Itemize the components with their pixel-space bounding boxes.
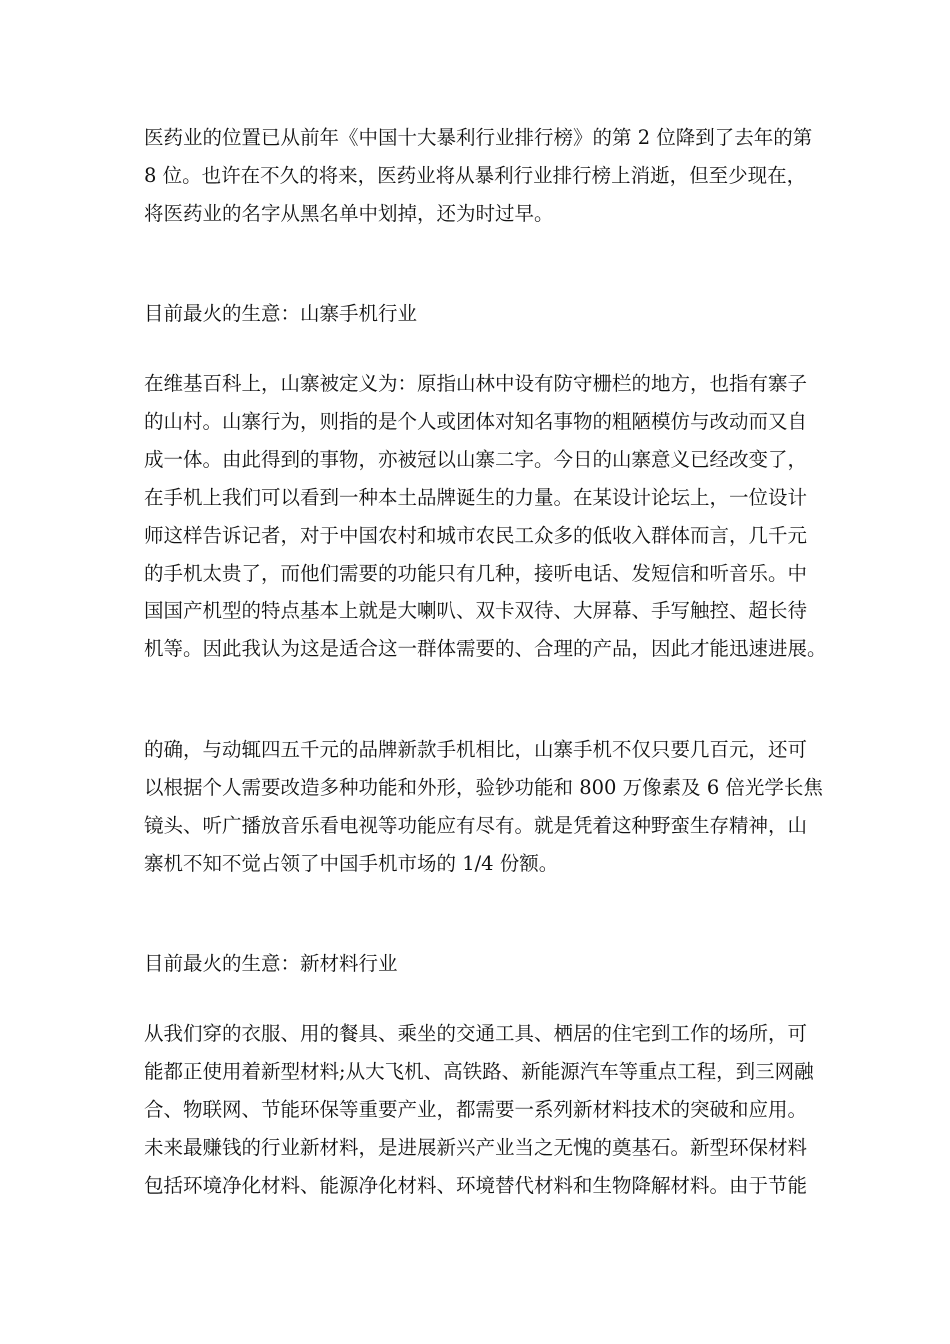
text-line: 从我们穿的衣服、用的餐具、乘坐的交通工具、栖居的住宅到工作的场所，可 (144, 1022, 808, 1045)
text-line: 在维基百科上，山寨被定义为：原指山林中设有防守栅栏的地方，也指有寨子 (144, 372, 808, 395)
section-heading: 目前最火的生意：山寨手机行业 (144, 302, 418, 325)
text-line: 未来最赚钱的行业新材料，是进展新兴产业当之无愧的奠基石。新型环保材料 (144, 1136, 808, 1159)
text-line: 的山村。山寨行为，则指的是个人或团体对知名事物的粗陋模仿与改动而又自 (144, 410, 808, 433)
section-heading: 目前最火的生意：新材料行业 (144, 952, 398, 975)
text-line: 合、物联网、节能环保等重要产业，都需要一系列新材料技术的突破和应用。 (144, 1098, 808, 1121)
text-line: 将医药业的名字从黑名单中划掉，还为时过早。 (144, 202, 554, 225)
text-line: 机等。因此我认为这是适合这一群体需要的、合理的产品，因此才能迅速进展。 (144, 637, 827, 660)
text-line: 以根据个人需要改造多种功能和外形，验钞功能和 800 万像素及 6 倍光学长焦 (144, 776, 823, 799)
text-line: 成一体。由此得到的事物，亦被冠以山寨二字。今日的山寨意义已经改变了， (144, 448, 808, 471)
text-line: 医药业的位置已从前年《中国十大暴利行业排行榜》的第 2 位降到了去年的第 (144, 126, 813, 149)
text-line: 镜头、听广播放音乐看电视等功能应有尽有。就是凭着这种野蛮生存精神，山 (144, 814, 808, 837)
text-line: 8 位。也许在不久的将来，医药业将从暴利行业排行榜上消逝，但至少现在， (144, 164, 807, 187)
text-line: 在手机上我们可以看到一种本土品牌诞生的力量。在某设计论坛上，一位设计 (144, 486, 808, 509)
text-line: 寨机不知不觉占领了中国手机市场的 1/4 份额。 (144, 852, 559, 875)
text-line: 包括环境净化材料、能源净化材料、环境替代材料和生物降解材料。由于节能 (144, 1174, 808, 1197)
text-line: 的确，与动辄四五千元的品牌新款手机相比，山寨手机不仅只要几百元，还可 (144, 738, 808, 761)
text-line: 的手机太贵了，而他们需要的功能只有几种，接听电话、发短信和听音乐。中 (144, 562, 808, 585)
text-line: 能都正使用着新型材料;从大飞机、高铁路、新能源汽车等重点工程，到三网融 (144, 1060, 814, 1083)
text-line: 国国产机型的特点基本上就是大喇叭、双卡双待、大屏幕、手写触控、超长待 (144, 599, 808, 622)
text-line: 师这样告诉记者，对于中国农村和城市农民工众多的低收入群体而言，几千元 (144, 524, 808, 547)
